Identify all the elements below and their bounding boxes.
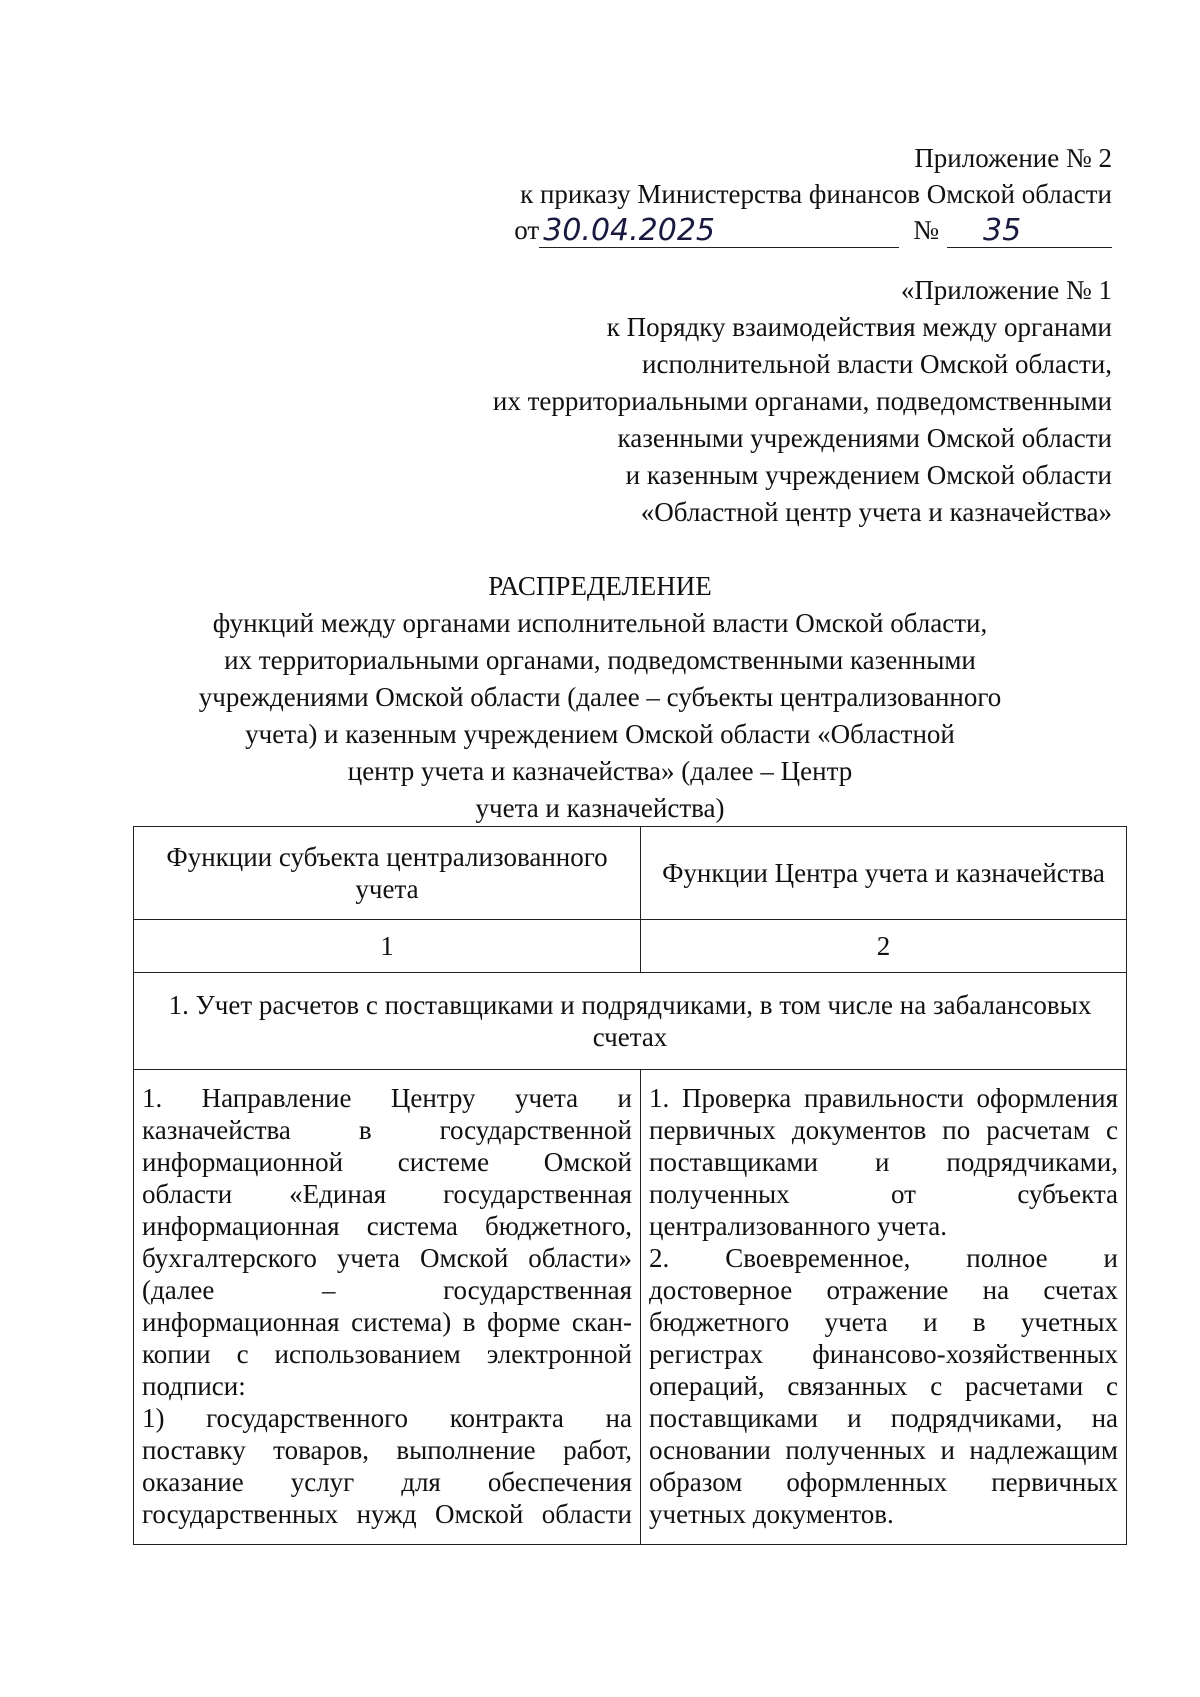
document-heading	[100, 568, 1100, 827]
functions-table	[133, 826, 1127, 1545]
col2-paragraph: 1. Проверка правильности оформления первичных документов по расчетам с поставщиками и подрядчиками, полученных от субъекта централизованного учета.	[649, 1083, 1118, 1241]
heading-line: их территориальными органами, подведомственными казенными	[224, 645, 976, 675]
annex-line: их территориальными органами, подведомственными	[492, 386, 1112, 416]
heading-line: учета) и казенным учреждением Омской области «Областной	[245, 719, 955, 749]
col1-paragraph: 1. Направление Центру учета и казначейства в государственной информационной системе Омской области «Единая государственная информационная система бюджетного, бухгалтерского учета Омской области» (далее – государственная информационная система) в форме скан-копии с использованием электронной подписи:	[142, 1083, 632, 1401]
col1-header: Функции субъекта централизованного учета	[134, 827, 641, 920]
col2-cell	[641, 1070, 1127, 1545]
appendix-number: Приложение № 2	[914, 143, 1112, 173]
order-date-handwritten: 30.04.2025	[539, 215, 899, 248]
annex-line: «Областной центр учета и казначейства»	[640, 497, 1112, 527]
annex-line: казенными учреждениями Омской области	[617, 423, 1112, 453]
heading-line: функций между органами исполнительной власти Омской области,	[212, 608, 988, 638]
order-number-handwritten: 35	[947, 215, 1112, 248]
heading-title: РАСПРЕДЕЛЕНИЕ	[488, 571, 712, 601]
col1-number: 1	[134, 920, 641, 973]
col2-header: Функции Центра учета и казначейства	[641, 827, 1127, 920]
annex-line: исполнительной власти Омской области,	[642, 349, 1112, 379]
col2-number: 2	[641, 920, 1127, 973]
table-header-row	[134, 827, 1127, 920]
heading-line: учета и казначейства)	[475, 793, 725, 823]
section-row	[134, 973, 1127, 1070]
appendix-order-ref: к приказу Министерства финансов Омской области	[520, 179, 1112, 209]
annex-reference	[493, 272, 1112, 531]
date-prefix: от	[514, 215, 540, 245]
heading-line: центр учета и казначейства» (далее – Центр	[347, 756, 853, 786]
annex-line: и казенным учреждением Омской области	[625, 460, 1112, 490]
number-sign: №	[913, 215, 939, 245]
heading-line: учреждениями Омской области (далее – субъекты централизованного	[198, 682, 1002, 712]
column-number-row	[134, 920, 1127, 973]
section-title: 1. Учет расчетов с поставщиками и подрядчиками, в том числе на забалансовых счетах	[134, 973, 1127, 1070]
col2-paragraph: 2. Своевременное, полное и достоверное отражение на счетах бюджетного учета и в учетных регистрах финансово-хозяйственных операций, связанных с расчетами с поставщиками и подрядчиками, на основании полученных и надлежащим образом оформленных первичных учетных документов.	[649, 1243, 1118, 1529]
col1-paragraph: 1) государственного контракта на поставку товаров, выполнение работ, оказание услуг для обеспечения государственных нужд Омской области	[142, 1403, 632, 1529]
order-date-number-line	[514, 212, 1112, 248]
table-row	[134, 1070, 1127, 1545]
annex-line: «Приложение № 1	[900, 275, 1112, 305]
appendix-header	[514, 140, 1112, 248]
annex-line: к Порядку взаимодействия между органами	[606, 312, 1112, 342]
col1-cell	[134, 1070, 641, 1545]
